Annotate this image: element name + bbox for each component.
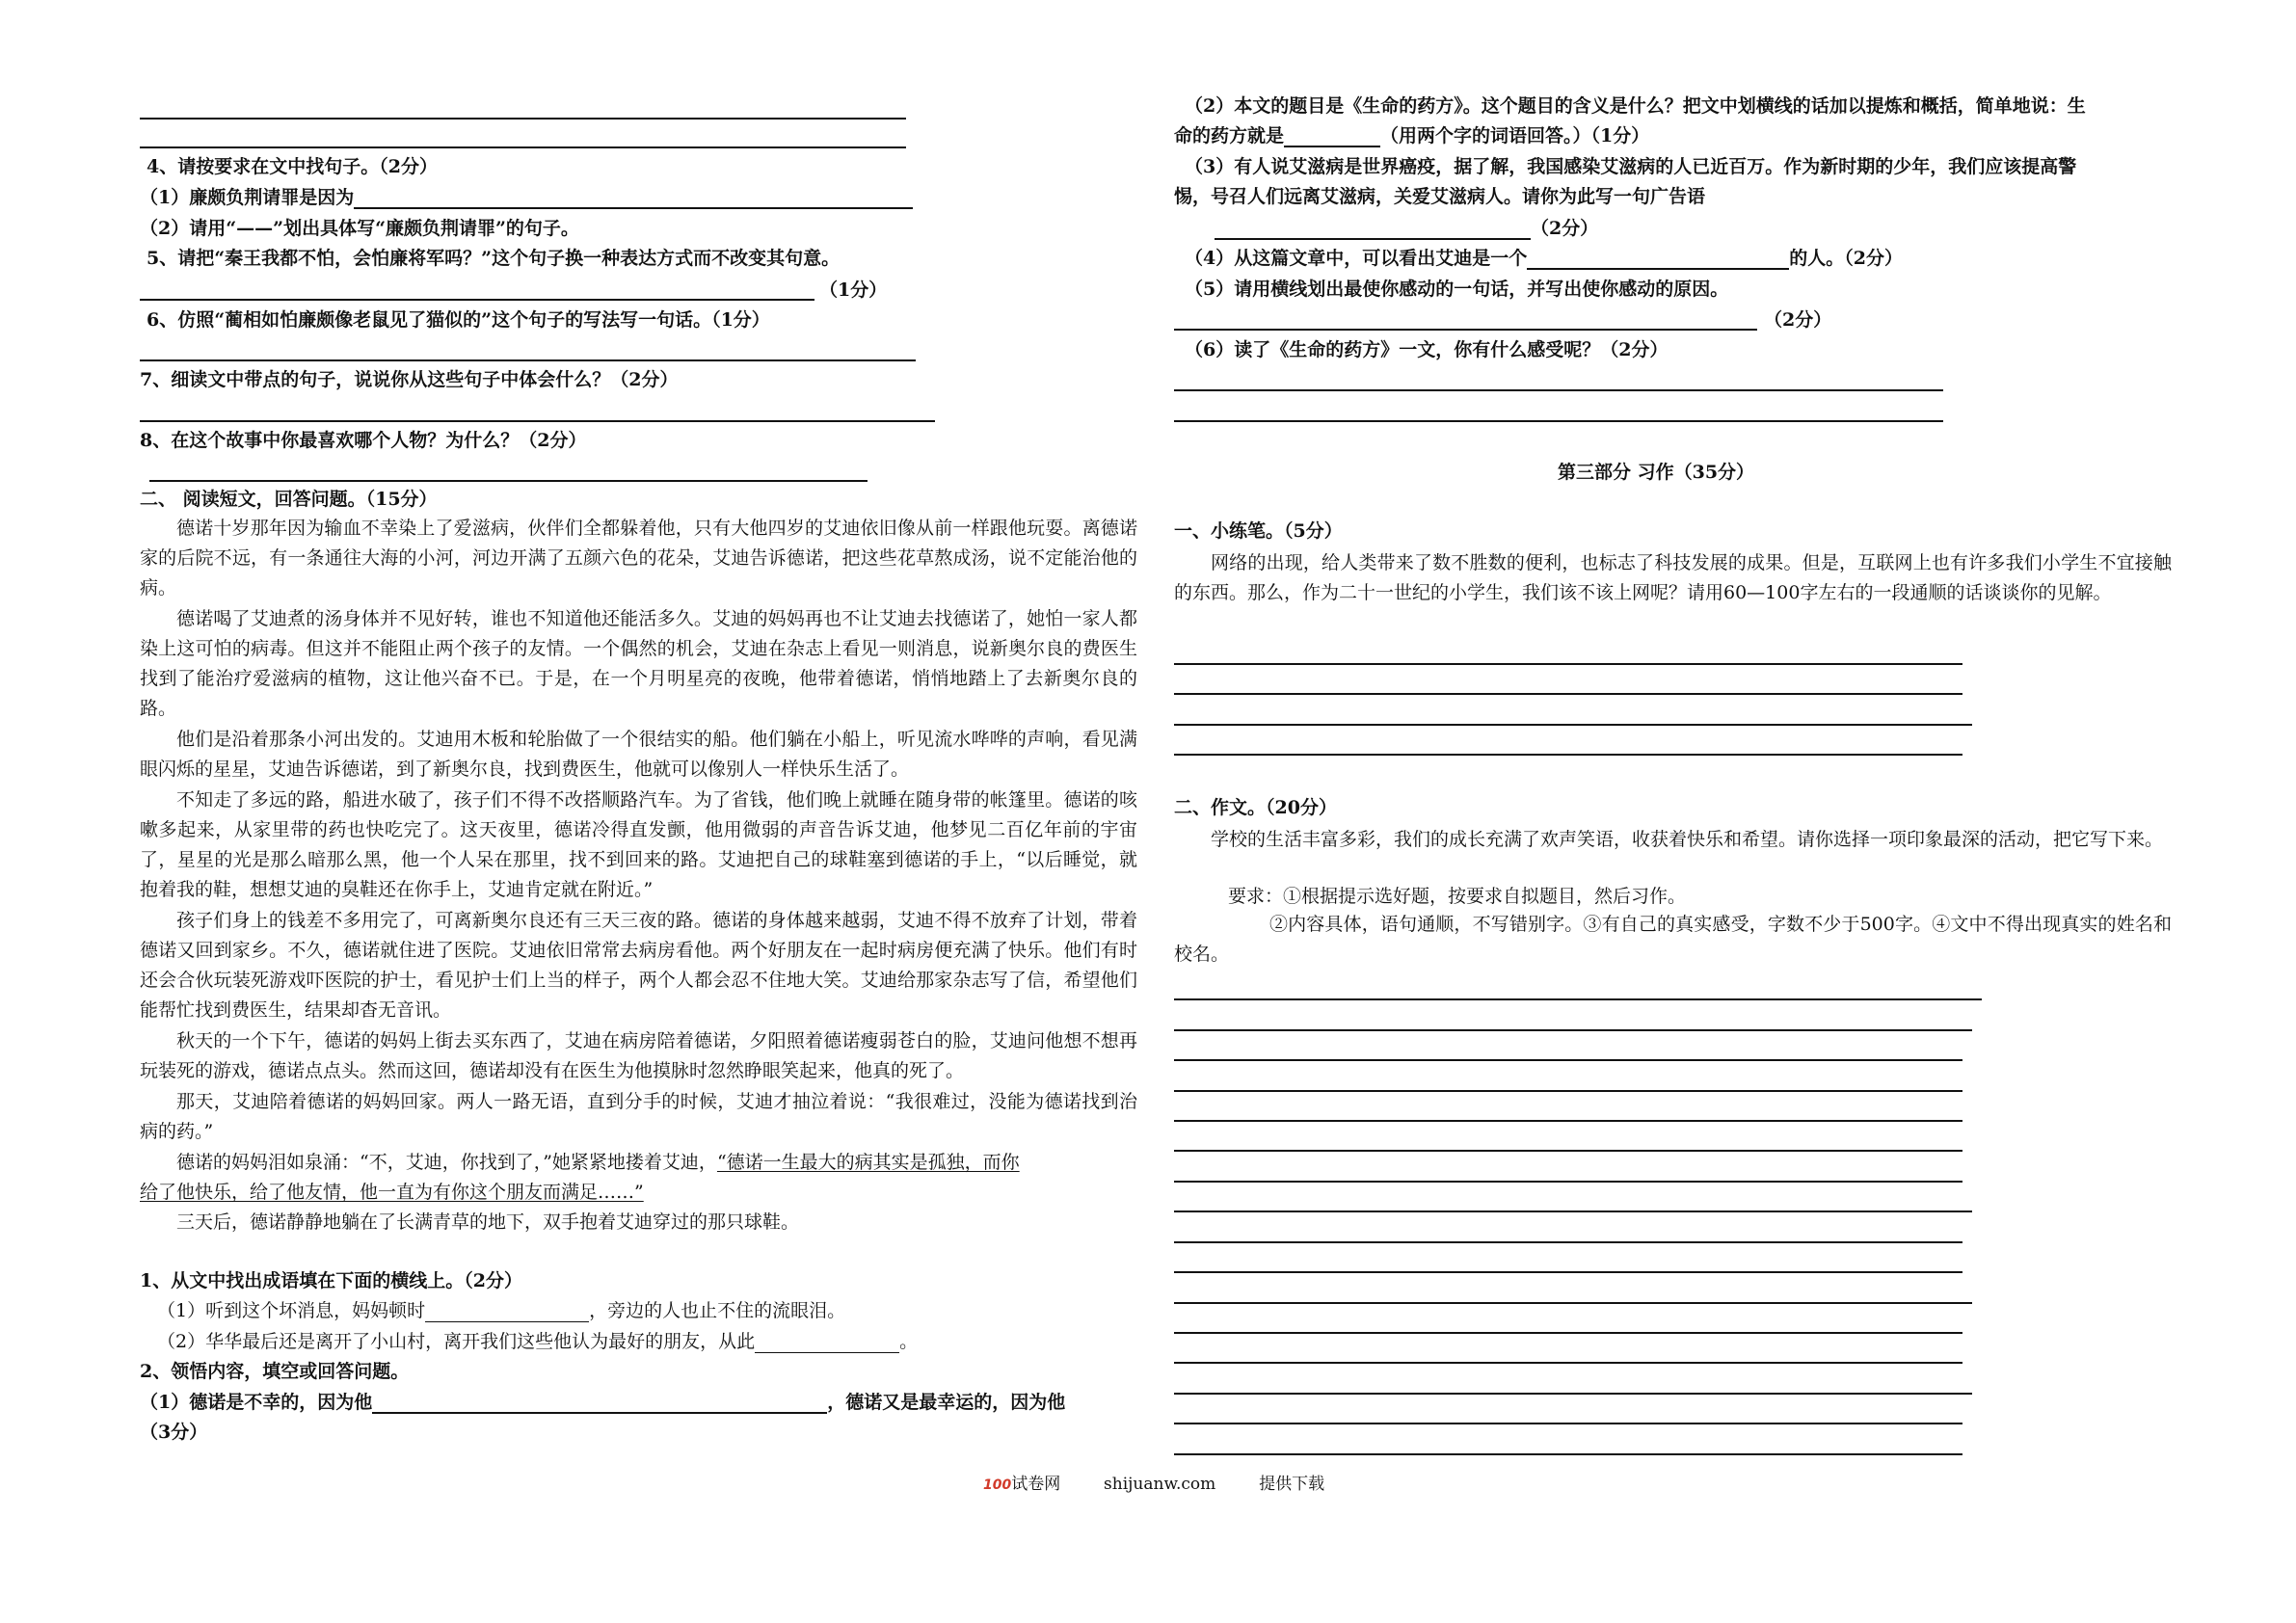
question-4-1: （1）廉颇负荆请罪是因为	[140, 186, 913, 209]
writing-line	[1174, 1241, 1962, 1243]
question-5-score: （1分）	[819, 279, 888, 301]
writing-line	[1174, 1181, 1962, 1183]
reading-question-1-2: （2）华华最后还是离开了小山村，离开我们这些他认为最好的朋友，从此 。	[157, 1331, 919, 1352]
reading-question-2-5-score: （2分）	[1764, 309, 1832, 331]
writing-line	[1174, 1211, 1972, 1212]
reading-question-1: 1、从文中找出成语填在下面的横线上。（2分）	[140, 1270, 522, 1291]
answer-line	[1174, 420, 1943, 422]
answer-line	[1174, 389, 1943, 391]
passage-underlined-sentence: 给了他快乐，给了他友情，他一直为有你这个朋友而满足……”	[140, 1182, 644, 1203]
writing-line	[1174, 1150, 1962, 1152]
section-2-heading: 二、 阅读短文，回答问题。（15分）	[140, 489, 438, 510]
writing-task-2-requirement-2: ②内容具体，语句通顺，不写错别字。③有自己的真实感受，字数不少于500字。④文中不得出现真实的姓名和校名。	[1174, 914, 2172, 965]
writing-task-1-prompt: 网络的出现，给人类带来了数不胜数的便利，也标志了科技发展的成果。但是，互联网上也有许多我们小学生不宜接触的东西。那么，作为二十一世纪的小学生，我们该不该上网呢？请用60—100字左右的一段通顺的话谈谈你的见解。	[1174, 552, 2172, 603]
question-7: 7、细读文中带点的句子，说说你从这些句子中体会什么？（2分）	[140, 369, 679, 390]
reading-question-2-1: （1）德诺是不幸的，因为他 ，德诺又是最幸运的，因为他	[140, 1392, 1066, 1413]
question-5: 5、请把“秦王我都不怕，会怕廉将军吗？”这个句子换一种表达方式而不改变其句意。	[147, 248, 841, 269]
reading-question-2-4: （4）从这篇文章中，可以看出艾迪是一个 的人。（2分）	[1185, 248, 1903, 269]
passage-paragraph-1: 德诺十岁那年因为输血不幸染上了爱滋病，伙伴们全都躲着他，只有大他四岁的艾迪依旧像从前一样跟他玩耍。离德诺家的后院不远，有一条通往大海的小河，河边开满了五颜六色的花朵，艾迪告诉德诺，把这些花草熬成汤，说不定能治他的病。	[140, 518, 1137, 599]
writing-line	[1174, 1362, 1962, 1364]
question-8: 8、在这个故事中你最喜欢哪个人物？为什么？（2分）	[140, 430, 587, 451]
writing-line	[1174, 1120, 1962, 1122]
writing-line	[1174, 1332, 1962, 1334]
reading-question-2: 2、领悟内容，填空或回答问题。	[140, 1361, 410, 1382]
writing-line	[1174, 1393, 1972, 1395]
reading-question-2-1-score: （3分）	[140, 1422, 208, 1443]
question-4-2: （2）请用“——”划出具体写“廉颇负荆请罪”的句子。	[140, 218, 579, 239]
reading-question-1-1: （1）听到这个坏消息，妈妈顿时 ，旁边的人也止不住的流眼泪。	[157, 1300, 846, 1321]
writing-line	[1174, 1302, 1972, 1304]
writing-line	[1174, 1029, 1972, 1031]
passage-paragraph-7: 那天，艾迪陪着德诺的妈妈回家。两人一路无语，直到分手的时候，艾迪才抽泣着说：“我很难过，没能为德诺找到治病的药。”	[140, 1091, 1137, 1142]
answer-line	[140, 299, 814, 301]
writing-line	[1174, 693, 1962, 695]
writing-line	[1174, 1423, 1962, 1424]
writing-line	[1174, 754, 1962, 756]
answer-line	[149, 480, 868, 482]
writing-task-2-prompt: 学校的生活丰富多彩，我们的成长充满了欢声笑语，收获着快乐和希望。请你选择一项印象最深的活动，把它写下来。	[1211, 829, 2164, 850]
writing-task-1-heading: 一、小练笔。（5分）	[1174, 520, 1343, 542]
download-note: 提供下载	[1259, 1475, 1325, 1494]
question-4: 4、请按要求在文中找句子。（2分）	[147, 156, 438, 177]
writing-line	[1174, 998, 1982, 1000]
reading-question-2-3-blank: （2分）	[1215, 217, 1598, 240]
writing-line	[1174, 663, 1962, 665]
writing-line	[1174, 1453, 1962, 1455]
passage-paragraph-4: 不知走了多远的路，船进水破了，孩子们不得不改搭顺路汽车。为了省钱，他们晚上就睡在随身带的帐篷里。德诺的咳嗽多起来，从家里带的药也快吃完了。这天夜里，德诺冷得直发颤，他用微弱的声音告诉艾迪，他梦见二百亿年前的宇宙了，星星的光是那么暗那么黑，他一个人呆在那里，找不到回来的路。艾迪把自己的球鞋塞到德诺的手上，“以后睡觉，就抱着我的鞋，想想艾迪的臭鞋还在你手上，艾迪肯定就在附近。”	[140, 789, 1137, 900]
passage-paragraph-3: 他们是沿着那条小河出发的。艾迪用木板和轮胎做了一个很结实的船。他们躺在小船上，听见流水哗哗的声响，看见满眼闪烁的星星，艾迪告诉德诺，到了新奥尔良，找到费医生，他就可以像别人一样快乐生活了。	[140, 729, 1137, 780]
answer-line	[140, 118, 906, 120]
writing-task-2-heading: 二、作文。（20分）	[1174, 797, 1337, 818]
site-url[interactable]: shijuanw.com	[1104, 1475, 1216, 1494]
passage-paragraph-9: 三天后，德诺静静地躺在了长满青草的地下，双手抱着艾迪穿过的那只球鞋。	[176, 1211, 800, 1233]
passage-paragraph-8: 德诺的妈妈泪如泉涌：“不，艾迪，你找到了，”她紧紧地搂着艾迪，“德诺一生最大的病其实是孤独，而你	[176, 1152, 1020, 1173]
reading-question-2-3-cont: 惕，号召人们远离艾滋病，关爱艾滋病人。请你为此写一句广告语	[1174, 186, 1706, 207]
passage-paragraph-5: 孩子们身上的钱差不多用完了，可离新奥尔良还有三天三夜的路。德诺的身体越来越弱，艾迪不得不放弃了计划，带着德诺又回到家乡。不久，德诺就住进了医院。艾迪依旧常常去病房看他。两个好朋友在一起时病房便充满了快乐。他们有时还会合伙玩装死游戏吓医院的护士，看见护士们上当的样子，两个人都会忍不住地大笑。艾迪给那家杂志写了信，希望他们能帮忙找到费医生，结果却杳无音讯。	[140, 910, 1137, 1021]
question-6: 6、仿照“蔺相如怕廉颇像老鼠见了猫似的”这个句子的写法写一句话。（1分）	[147, 309, 770, 331]
site-logo: 100	[983, 1477, 1012, 1493]
footer	[983, 1473, 1324, 1497]
answer-line	[1174, 329, 1757, 331]
answer-line	[140, 420, 935, 422]
writing-line	[1174, 724, 1972, 726]
reading-question-2-6: （6）读了《生命的药方》一文，你有什么感受呢？（2分）	[1185, 339, 1669, 360]
site-name: 试卷网	[1011, 1475, 1061, 1494]
passage-paragraph-6: 秋天的一个下午，德诺的妈妈上街去买东西了，艾迪在病房陪着德诺，夕阳照着德诺瘦弱苍白的脸，艾迪问他想不想再玩装死的游戏，德诺点点头。然而这回，德诺却没有在医生为他摸脉时忽然睁眼笑起来，他真的死了。	[140, 1030, 1137, 1081]
writing-line	[1174, 1271, 1962, 1273]
writing-line	[1174, 1090, 1962, 1092]
reading-question-2-2-blank: 命的药方就是 （用两个字的词语回答。）（1分）	[1174, 125, 1650, 146]
reading-question-2-5: （5）请用横线划出最使你感动的一句话，并写出使你感动的原因。	[1185, 279, 1729, 300]
reading-question-2-2: （2）本文的题目是《生命的药方》。这个题目的含义是什么？把文中划横线的话加以提炼和概括，简单地说：生	[1185, 95, 2086, 117]
answer-line	[140, 359, 916, 361]
answer-line	[140, 146, 906, 148]
reading-question-2-3: （3）有人说艾滋病是世界癌疫，据了解，我国感染艾滋病的人已近百万。作为新时期的少年，我们应该提高警	[1185, 156, 2077, 177]
passage-paragraph-2: 德诺喝了艾迪煮的汤身体并不见好转，谁也不知道他还能活多久。艾迪的妈妈再也不让艾迪去找德诺了，她怕一家人都染上这可怕的病毒。但这并不能阻止两个孩子的友情。一个偶然的机会，艾迪在杂志上看见一则消息，说新奥尔良的费医生找到了能治疗爱滋病的植物，这让他兴奋不已。于是，在一个月明星亮的夜晚，他带着德诺，悄悄地踏上了去新奥尔良的路。	[140, 608, 1137, 719]
writing-task-2-requirement-1: 要求：①根据提示选好题，按要求自拟题目，然后习作。	[1228, 886, 1687, 907]
part-3-heading: 第三部分 习作（35分）	[1558, 462, 1755, 483]
writing-line	[1174, 1059, 1962, 1061]
